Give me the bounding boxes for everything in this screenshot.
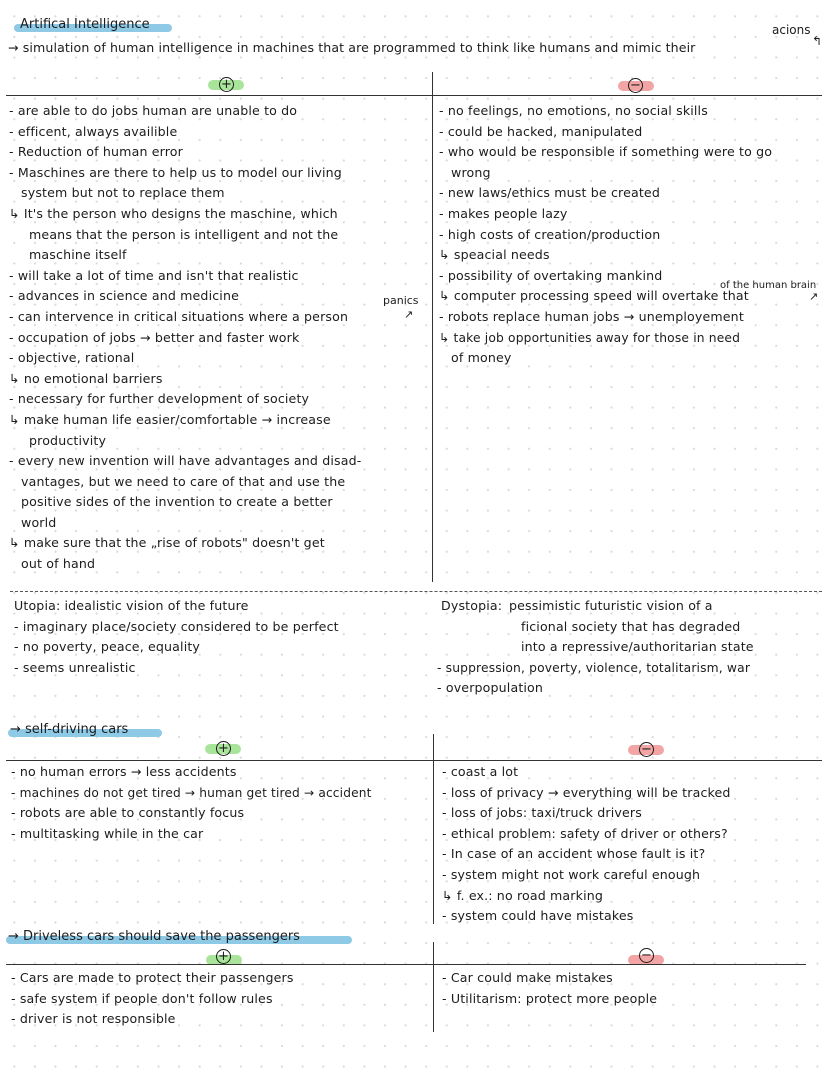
list-item: - system might not work careful enough	[442, 866, 701, 882]
passengers-cons-list	[442, 968, 822, 1009]
list-item: - robots are able to constantly focus	[11, 805, 245, 821]
list-item: wrong	[451, 164, 491, 180]
cars-minus-icon: −	[639, 742, 654, 757]
dystopia-definition-line: ficional society that has degraded	[521, 618, 741, 634]
passengers-plus-icon: +	[216, 949, 231, 964]
list-item: - efficent, always availible	[9, 123, 178, 139]
utopia-list	[14, 596, 430, 678]
list-item: - driver is not responsible	[11, 1011, 176, 1027]
list-item: - Utilitarism: protect more people	[442, 990, 658, 1006]
dystopia-definition-line: into a repressive/authoritarian state	[521, 639, 754, 655]
passengers-title: → Driveless cars should save the passengers	[8, 929, 300, 944]
list-item: - Maschines are there to help us to model our living	[9, 164, 342, 180]
list-item: - could be hacked, manipulated	[439, 123, 643, 139]
list-item: - no poverty, peace, equality	[14, 639, 201, 655]
ai-cons-note: of the human brain	[720, 280, 817, 291]
list-item: ↳ It's the person who designs the maschine, which	[9, 205, 338, 221]
dystopia-definition-line: pessimistic futuristic vision of a	[509, 598, 713, 613]
ai-cons-list	[439, 101, 825, 369]
list-item: - occupation of jobs → better and faster work	[9, 329, 300, 345]
list-item: - necessary for further development of society	[9, 391, 310, 407]
list-item: - overpopulation	[437, 680, 544, 696]
list-item: of money	[451, 350, 512, 366]
list-item: - loss of jobs: taxi/truck drivers	[442, 805, 642, 821]
list-item: ↳ speacial needs	[439, 247, 550, 263]
list-item: - In case of an accident whose fault is it?	[442, 846, 706, 862]
list-item: - are able to do jobs human are unable to do	[9, 103, 298, 118]
list-item: - possibility of overtaking mankind	[439, 267, 663, 283]
cars-pros-list	[11, 762, 431, 844]
list-item: - coast a lot	[442, 764, 519, 779]
list-item: maschine itself	[29, 247, 127, 263]
list-item: - objective, rational	[9, 350, 135, 366]
list-item: world	[21, 514, 57, 530]
list-item: ↳ make sure that the „rise of robots" doesn't get	[9, 535, 325, 551]
list-item: ↳ make human life easier/comfortable → increase	[9, 411, 331, 427]
passengers-pros-list	[11, 968, 431, 1030]
list-item: - no feelings, no emotions, no social skills	[439, 103, 708, 118]
list-item: means that the person is intelligent and not the	[29, 226, 339, 242]
list-item: - loss of privacy → everything will be tracked	[442, 784, 731, 800]
list-item: - ethical problem: safety of driver or others?	[442, 825, 728, 841]
list-item: - makes people lazy	[439, 205, 568, 221]
list-item: out of hand	[21, 556, 96, 572]
list-item: - every new invention will have advantages and disad-	[9, 453, 362, 469]
cars-title: → self-driving cars	[10, 722, 129, 737]
list-item: vantages, but we need to care of that and use the	[21, 473, 346, 489]
ai-title: Artifical Intelligence	[20, 17, 150, 32]
utopia-dystopia-separator	[10, 591, 822, 592]
ai-pros-note-arrow: ↗	[404, 308, 414, 321]
list-item: - Cars are made to protect their passengers	[11, 970, 294, 985]
list-item: - high costs of creation/production	[439, 226, 661, 242]
list-item: - robots replace human jobs → unemployement	[439, 308, 744, 324]
dystopia-label: Dystopia:	[441, 598, 503, 613]
list-item: - will take a lot of time and isn't that realistic	[9, 267, 299, 283]
passengers-table-top-rule	[6, 964, 806, 965]
ai-table-top-rule	[6, 95, 822, 96]
list-item: ↳ take job opportunities away for those in need	[439, 330, 741, 345]
list-item: - machines do not get tired → human get tired → accident	[11, 785, 372, 800]
ai-minus-icon: −	[628, 78, 643, 93]
list-item: - advances in science and medicine	[9, 288, 239, 304]
list-item: - Reduction of human error	[9, 144, 183, 160]
list-item: - no human errors → less accidents	[11, 764, 237, 779]
passengers-table-divider	[433, 942, 434, 1032]
list-item: system but not to replace them	[21, 185, 225, 201]
list-item: ↳ no emotional barriers	[9, 370, 163, 386]
list-item: positive sides of the invention to create a better	[21, 494, 333, 510]
list-item: - system could have mistakes	[442, 908, 634, 924]
list-item: - safe system if people don't follow rules	[11, 990, 273, 1006]
list-item: - can intervence in critical situations where a person	[9, 308, 349, 324]
ai-definition-arrow: ↰	[812, 34, 823, 48]
list-item: - new laws/ethics must be created	[439, 185, 660, 201]
utopia-definition: Utopia: idealistic vision of the future	[14, 598, 249, 613]
ai-definition-end: acions	[772, 23, 811, 37]
list-item: - seems unrealistic	[14, 659, 136, 675]
list-item: - who would be responsible if something were to go	[439, 144, 773, 160]
list-item: - Car could make mistakes	[442, 970, 613, 985]
list-item: - suppression, poverty, violence, totalitarism, war	[437, 660, 751, 675]
cars-table-divider	[433, 734, 434, 924]
ai-plus-icon: +	[219, 77, 234, 92]
ai-definition: → simulation of human intelligence in machines that are programmed to think like humans and mimic their	[8, 40, 696, 55]
list-item: - imaginary place/society considered to be perfect	[14, 618, 339, 634]
cars-table-top-rule	[6, 760, 822, 761]
dystopia-block	[437, 596, 825, 699]
ai-table-divider	[432, 72, 433, 582]
passengers-minus-icon: −	[639, 948, 654, 963]
list-item: productivity	[29, 432, 107, 448]
ai-pros-note: panics	[383, 294, 419, 307]
cars-cons-list	[442, 762, 822, 927]
list-item: - multitasking while in the car	[11, 825, 204, 841]
list-item: ↳ f. ex.: no road marking	[442, 887, 603, 903]
list-item: ↳ computer processing speed will overtake that	[439, 288, 749, 304]
ai-cons-note-arrow: ↗	[809, 290, 819, 303]
cars-plus-icon: +	[216, 741, 231, 756]
ai-pros-list	[9, 101, 429, 575]
